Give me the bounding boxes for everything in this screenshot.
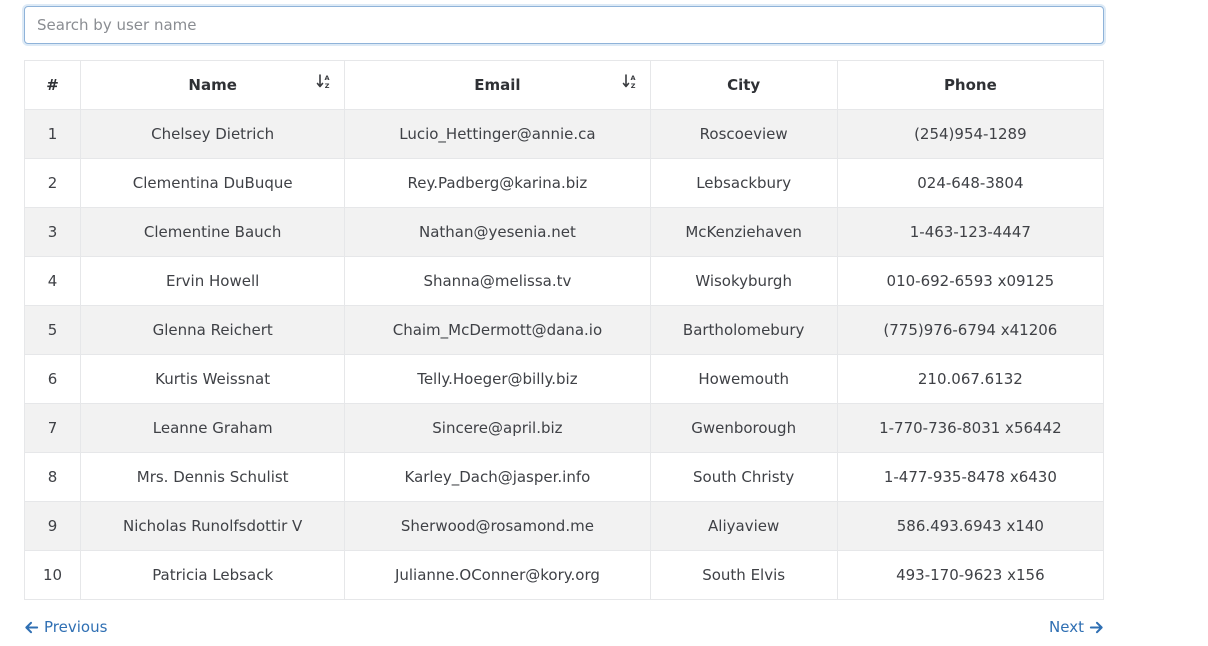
cell-number: 5 xyxy=(25,306,81,355)
table-row xyxy=(25,502,1104,551)
arrow-right-icon xyxy=(1089,620,1104,635)
cell-phone: 1-477-935-8478 x6430 xyxy=(837,453,1103,502)
arrow-left-icon xyxy=(24,620,39,635)
cell-city: Howemouth xyxy=(650,355,837,404)
cell-phone: 210.067.6132 xyxy=(837,355,1103,404)
table-row xyxy=(25,404,1104,453)
previous-page-label: Previous xyxy=(44,618,108,636)
column-header-email xyxy=(345,61,650,110)
cell-city: South Christy xyxy=(650,453,837,502)
table-row xyxy=(25,159,1104,208)
cell-email: Lucio_Hettinger@annie.ca xyxy=(345,110,650,159)
cell-phone: 493-170-9623 x156 xyxy=(837,551,1103,600)
cell-number: 4 xyxy=(25,257,81,306)
cell-email: Sherwood@rosamond.me xyxy=(345,502,650,551)
svg-text:Z: Z xyxy=(325,82,330,89)
cell-phone: 586.493.6943 x140 xyxy=(837,502,1103,551)
next-page-label: Next xyxy=(1049,618,1084,636)
table-row xyxy=(25,110,1104,159)
cell-email: Shanna@melissa.tv xyxy=(345,257,650,306)
cell-name: Patricia Lebsack xyxy=(81,551,345,600)
cell-number: 6 xyxy=(25,355,81,404)
cell-number: 3 xyxy=(25,208,81,257)
search-input[interactable] xyxy=(24,6,1104,44)
table-header xyxy=(25,61,1104,110)
cell-phone: 1-770-736-8031 x56442 xyxy=(837,404,1103,453)
column-header-city xyxy=(650,61,837,110)
column-header-phone xyxy=(837,61,1103,110)
cell-name: Mrs. Dennis Schulist xyxy=(81,453,345,502)
sort-alpha-down-icon[interactable] xyxy=(316,73,332,89)
cell-city: Gwenborough xyxy=(650,404,837,453)
table-body xyxy=(25,110,1104,600)
cell-city: Wisokyburgh xyxy=(650,257,837,306)
cell-name: Glenna Reichert xyxy=(81,306,345,355)
table-header-row xyxy=(25,61,1104,110)
cell-email: Rey.Padberg@karina.biz xyxy=(345,159,650,208)
table-row xyxy=(25,551,1104,600)
table-row xyxy=(25,453,1104,502)
cell-number: 8 xyxy=(25,453,81,502)
users-table xyxy=(24,60,1104,600)
cell-email: Sincere@april.biz xyxy=(345,404,650,453)
column-header-label: # xyxy=(46,76,59,94)
cell-city: Aliyaview xyxy=(650,502,837,551)
previous-page-link[interactable] xyxy=(24,618,107,636)
svg-text:A: A xyxy=(630,74,636,82)
sort-alpha-down-icon[interactable] xyxy=(622,73,638,89)
cell-number: 1 xyxy=(25,110,81,159)
cell-number: 7 xyxy=(25,404,81,453)
column-header-label: Email xyxy=(474,76,521,94)
cell-phone: (775)976-6794 x41206 xyxy=(837,306,1103,355)
cell-email: Chaim_McDermott@dana.io xyxy=(345,306,650,355)
cell-name: Kurtis Weissnat xyxy=(81,355,345,404)
cell-name: Nicholas Runolfsdottir V xyxy=(81,502,345,551)
pagination xyxy=(24,618,1104,640)
cell-number: 9 xyxy=(25,502,81,551)
cell-phone: 1-463-123-4447 xyxy=(837,208,1103,257)
cell-city: South Elvis xyxy=(650,551,837,600)
column-header-label: City xyxy=(727,76,761,94)
cell-name: Clementine Bauch xyxy=(81,208,345,257)
cell-email: Julianne.OConner@kory.org xyxy=(345,551,650,600)
cell-number: 2 xyxy=(25,159,81,208)
cell-phone: 024-648-3804 xyxy=(837,159,1103,208)
cell-city: McKenziehaven xyxy=(650,208,837,257)
table-row xyxy=(25,355,1104,404)
cell-city: Lebsackbury xyxy=(650,159,837,208)
column-header-number xyxy=(25,61,81,110)
table-row xyxy=(25,306,1104,355)
cell-phone: 010-692-6593 x09125 xyxy=(837,257,1103,306)
next-page-link[interactable] xyxy=(1049,618,1104,636)
cell-city: Bartholomebury xyxy=(650,306,837,355)
table-row xyxy=(25,208,1104,257)
cell-name: Clementina DuBuque xyxy=(81,159,345,208)
cell-phone: (254)954-1289 xyxy=(837,110,1103,159)
cell-name: Ervin Howell xyxy=(81,257,345,306)
cell-email: Telly.Hoeger@billy.biz xyxy=(345,355,650,404)
column-header-label: Name xyxy=(188,76,237,94)
cell-email: Nathan@yesenia.net xyxy=(345,208,650,257)
cell-name: Leanne Graham xyxy=(81,404,345,453)
cell-name: Chelsey Dietrich xyxy=(81,110,345,159)
column-header-label: Phone xyxy=(943,76,997,94)
svg-text:Z: Z xyxy=(630,82,636,89)
table-row xyxy=(25,257,1104,306)
cell-email: Karley_Dach@jasper.info xyxy=(345,453,650,502)
cell-number: 10 xyxy=(25,551,81,600)
cell-city: Roscoeview xyxy=(650,110,837,159)
svg-text:A: A xyxy=(324,74,330,82)
users-table-widget xyxy=(24,6,1104,640)
column-header-name xyxy=(81,61,345,110)
